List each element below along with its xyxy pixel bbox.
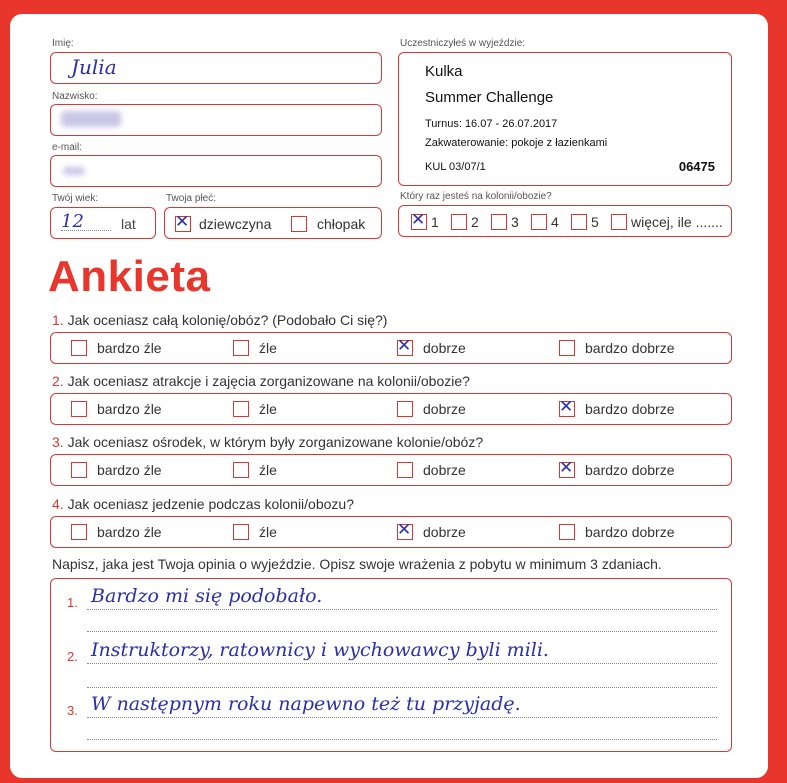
rating-option-label: dobrze — [423, 462, 466, 478]
ktory-5-label: 5 — [591, 214, 599, 230]
trip-zakwaterowanie: Zakwaterowanie: pokoje z łazienkami — [425, 137, 608, 149]
question-1 — [52, 312, 387, 328]
rating-2-option-3-checkbox[interactable] — [397, 401, 413, 417]
opinion-line-2b-rule — [87, 687, 717, 688]
rating-option-label: źle — [259, 401, 277, 417]
opinion-prompt: Napisz, jaka jest Twoja opinia o wyjeździe. Opisz swoje wrażenia z pobytu w minimum 3 zdaniach. — [52, 556, 662, 572]
rating-option-label: bardzo źle — [97, 524, 162, 540]
rating-4-option-2-checkbox[interactable] — [233, 524, 249, 540]
rating-option-label: bardzo źle — [97, 340, 162, 356]
opinion-line-3-num: 3. — [67, 703, 78, 718]
wiek-value: 12 — [61, 211, 84, 232]
ktory-label: Który raz jesteś na kolonii/obozie? — [400, 191, 552, 202]
ktory-2-checkbox[interactable] — [451, 214, 467, 230]
opinion-line-1-text: Bardzo mi się podobało. — [91, 585, 323, 607]
opinion-line-1-num: 1. — [67, 595, 78, 610]
trip-program: Summer Challenge — [425, 89, 554, 106]
rating-option-label: bardzo źle — [97, 462, 162, 478]
question-text: Jak oceniasz atrakcje i zajęcia zorganizowane na kolonii/obozie? — [67, 373, 470, 389]
trip-number: 06475 — [678, 159, 715, 174]
rating-row-2 — [50, 393, 732, 425]
opinion-line-2-num: 2. — [67, 649, 78, 664]
rating-3-option-1-checkbox[interactable] — [71, 462, 87, 478]
redacted-email — [63, 167, 85, 175]
imie-value: Julia — [71, 55, 117, 79]
rating-row-3 — [50, 454, 732, 486]
ktory-1-label: 1 — [431, 214, 439, 230]
rating-option-label: bardzo dobrze — [585, 524, 675, 540]
wiek-field[interactable] — [50, 207, 156, 239]
ktory-wiecej-label: więcej, ile ....... — [631, 214, 723, 230]
question-text: Jak oceniasz ośrodek, w którym były zorganizowane kolonie/obóz? — [67, 434, 484, 450]
opinion-box[interactable] — [50, 578, 732, 752]
question-number: 3. — [52, 434, 64, 450]
ktory-1-checkbox[interactable] — [411, 214, 427, 230]
wiek-dotted-line — [61, 230, 111, 231]
page-title: Ankieta — [48, 252, 211, 301]
rating-3-option-4-checkbox[interactable] — [559, 462, 575, 478]
trip-code: KUL 03/07/1 — [425, 161, 486, 173]
question-text: Jak oceniasz jedzenie podczas kolonii/obozu? — [67, 496, 354, 512]
opinion-line-3b-rule — [87, 739, 717, 740]
plec-dziewczyna-label: dziewczyna — [199, 216, 272, 232]
wiek-label: Twój wiek: — [52, 193, 99, 204]
trip-turnus: Turnus: 16.07 - 26.07.2017 — [425, 118, 558, 130]
rating-row-1 — [50, 332, 732, 364]
rating-4-option-1-checkbox[interactable] — [71, 524, 87, 540]
plec-label: Twoja płeć: — [166, 193, 217, 204]
question-3 — [52, 434, 483, 450]
rating-1-option-1-checkbox[interactable] — [71, 340, 87, 356]
email-label: e-mail: — [52, 142, 83, 153]
plec-chlopak-label: chłopak — [317, 216, 366, 232]
ktory-field — [398, 205, 732, 237]
opinion-line-1-rule — [87, 609, 717, 610]
nazwisko-label: Nazwisko: — [52, 91, 98, 102]
ktory-4-label: 4 — [551, 214, 559, 230]
nazwisko-field[interactable] — [50, 104, 382, 136]
ktory-wiecej-checkbox[interactable] — [611, 214, 627, 230]
question-number: 1. — [52, 312, 64, 328]
rating-3-option-3-checkbox[interactable] — [397, 462, 413, 478]
rating-1-option-3-checkbox[interactable] — [397, 340, 413, 356]
rating-3-option-2-checkbox[interactable] — [233, 462, 249, 478]
trip-box — [398, 52, 732, 186]
rating-2-option-1-checkbox[interactable] — [71, 401, 87, 417]
wiek-unit: lat — [121, 216, 136, 232]
rating-option-label: dobrze — [423, 401, 466, 417]
rating-2-option-4-checkbox[interactable] — [559, 401, 575, 417]
question-number: 4. — [52, 496, 64, 512]
rating-4-option-4-checkbox[interactable] — [559, 524, 575, 540]
rating-option-label: bardzo dobrze — [585, 340, 675, 356]
opinion-line-2-rule — [87, 663, 717, 664]
plec-field — [164, 207, 382, 239]
rating-option-label: dobrze — [423, 524, 466, 540]
ktory-2-label: 2 — [471, 214, 479, 230]
opinion-line-3-rule — [87, 717, 717, 718]
opinion-line-2-text: Instruktorzy, ratownicy i wychowawcy byli mili. — [91, 639, 549, 661]
rating-4-option-3-checkbox[interactable] — [397, 524, 413, 540]
ktory-3-label: 3 — [511, 214, 519, 230]
rating-option-label: źle — [259, 340, 277, 356]
rating-2-option-2-checkbox[interactable] — [233, 401, 249, 417]
trip-label: Uczestniczyłeś w wyjeździe: — [400, 38, 526, 49]
ktory-5-checkbox[interactable] — [571, 214, 587, 230]
rating-option-label: bardzo dobrze — [585, 462, 675, 478]
redacted-surname — [61, 111, 121, 127]
question-text: Jak oceniasz całą kolonię/obóz? (Podobało Ci się?) — [67, 312, 388, 328]
trip-name: Kulka — [425, 63, 463, 80]
ktory-4-checkbox[interactable] — [531, 214, 547, 230]
question-number: 2. — [52, 373, 64, 389]
opinion-line-3-text: W następnym roku napewno też tu przyjadę. — [91, 693, 521, 715]
question-2 — [52, 373, 470, 389]
rating-row-4 — [50, 516, 732, 548]
plec-chlopak-checkbox[interactable] — [291, 216, 307, 232]
email-field[interactable] — [50, 155, 382, 187]
question-4 — [52, 496, 354, 512]
rating-1-option-2-checkbox[interactable] — [233, 340, 249, 356]
imie-field[interactable] — [50, 52, 382, 84]
opinion-line-1b-rule — [87, 631, 717, 632]
rating-option-label: bardzo źle — [97, 401, 162, 417]
plec-dziewczyna-checkbox[interactable] — [175, 216, 191, 232]
rating-1-option-4-checkbox[interactable] — [559, 340, 575, 356]
imie-label: Imię: — [52, 38, 74, 49]
rating-option-label: dobrze — [423, 340, 466, 356]
ktory-3-checkbox[interactable] — [491, 214, 507, 230]
rating-option-label: bardzo dobrze — [585, 401, 675, 417]
rating-option-label: źle — [259, 462, 277, 478]
rating-option-label: źle — [259, 524, 277, 540]
